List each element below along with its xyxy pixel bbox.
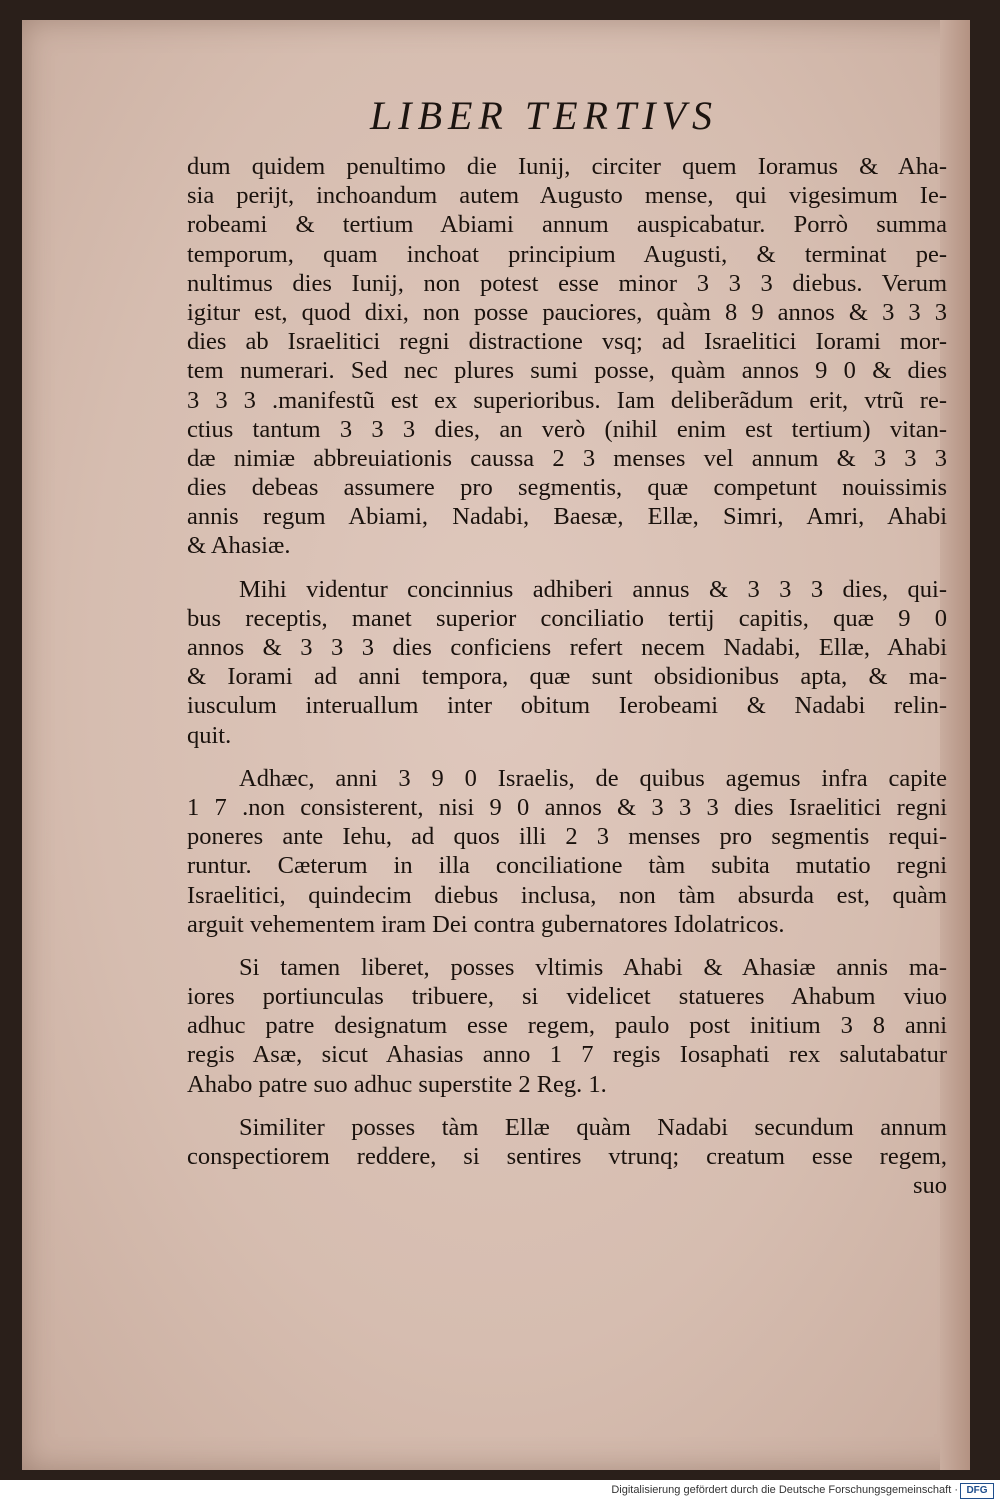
- text-line: robeami & tertium Abiami annum auspicabatur. Porrò summa: [187, 211, 947, 239]
- text-line: iores portiunculas tribuere, si videlicet statueres Ahabum viuo: [187, 983, 947, 1011]
- text-line: & Iorami ad anni tempora, quæ sunt obsidionibus apta, & ma-: [187, 663, 947, 691]
- footer-credit: Digitalisierung gefördert durch die Deutsche Forschungsgemeinschaft ·: [611, 1484, 958, 1496]
- text-line: runtur. Cæterum in illa conciliatione tàm subita mutatio regni: [187, 852, 947, 880]
- paragraph: [187, 152, 947, 561]
- paragraph: [187, 764, 947, 939]
- text-line: temporum, quam inchoat principium Augusti, & terminat pe-: [187, 240, 947, 268]
- text-line: Similiter posses tàm Ellæ quàm Nadabi secundum annum: [239, 1113, 947, 1141]
- text-line: ctius tantum 3 3 3 dies, an verò (nihil enim est tertium) vitan-: [187, 415, 947, 443]
- text-line: dies ab Israelitici regni distractione vsq; ad Israelitici Iorami mor-: [187, 328, 947, 356]
- paragraph-gap: [187, 939, 947, 953]
- text-line: 3 3 3 .manifestũ est ex superioribus. Iam deliberãdum erit, vtrũ re-: [187, 386, 947, 414]
- text-line: dum quidem penultimo die Iunij, circiter quem Ioramus & Aha-: [187, 153, 947, 180]
- text-line: sia perijt, inchoandum autem Augusto mense, qui vigesimum Ie-: [187, 182, 947, 210]
- text-line: iusculum interuallum inter obitum Ierobeami & Nadabi relin-: [187, 692, 947, 720]
- footer-bar: [0, 1480, 1000, 1501]
- paragraph: [187, 1113, 947, 1201]
- body-text: [187, 152, 947, 1200]
- text-line: bus receptis, manet superior conciliatio tertij capitis, quæ 9 0: [187, 604, 947, 632]
- text-line: Si tamen liberet, posses vltimis Ahabi & Ahasiæ annis ma-: [239, 953, 947, 981]
- text-line: igitur est, quod dixi, non posse pauciores, quàm 8 9 annos & 3 3 3: [187, 298, 947, 326]
- text-line: Mihi videntur concinnius adhiberi annus & 3 3 3 dies, qui-: [239, 575, 947, 603]
- paragraph-gap: [187, 561, 947, 575]
- text-line: suo: [912, 1172, 947, 1200]
- text-line: & Ahasiæ.: [187, 532, 291, 560]
- text-line: Israelitici, quindecim diebus inclusa, non tàm absurda est, quàm: [187, 881, 947, 909]
- text-line: nultimus dies Iunij, non potest esse minor 3 3 3 diebus. Verum: [187, 269, 947, 297]
- running-head: LIBER TERTIVS: [370, 93, 718, 138]
- text-line: quit.: [187, 721, 232, 749]
- text-line: dæ nimiæ abbreuiationis caussa 2 3 menses vel annum & 3 3 3: [187, 444, 947, 472]
- text-line: tem numerari. Sed nec plures sumi posse, quàm annos 9 0 & dies: [187, 357, 947, 385]
- text-line: annis regum Abiami, Nadabi, Baesæ, Ellæ, Simri, Amri, Ahabi: [187, 503, 947, 531]
- text-line: Ahabo patre suo adhuc superstite 2 Reg. 1.: [187, 1070, 607, 1098]
- paragraph-gap: [187, 1099, 947, 1113]
- paragraph: [187, 953, 947, 1099]
- text-line: arguit vehementem iram Dei contra gubernatores Idolatricos.: [187, 910, 785, 938]
- dfg-logo: DFG: [960, 1483, 994, 1499]
- text-line: adhuc patre designatum esse regem, paulo post initium 3 8 anni: [187, 1012, 947, 1040]
- paragraph-gap: [187, 750, 947, 764]
- paragraph: [187, 575, 947, 750]
- text-line: poneres ante Iehu, ad quos illi 2 3 menses pro segmentis requi-: [187, 823, 947, 851]
- text-line: regis Asæ, sicut Ahasias anno 1 7 regis Iosaphati rex salutabatur: [187, 1041, 947, 1069]
- text-line: annos & 3 3 3 dies conficiens refert necem Nadabi, Ellæ, Ahabi: [187, 634, 947, 661]
- text-line: Adhæc, anni 3 9 0 Israelis, de quibus agemus infra capite: [239, 764, 947, 792]
- text-line: conspectiorem reddere, si sentires vtrunq; creatum esse regem,: [187, 1143, 947, 1170]
- text-line: dies debeas assumere pro segmentis, quæ competunt nouissimis: [187, 474, 947, 502]
- text-line: 1 7 .non consisterent, nisi 9 0 annos & 3 3 3 dies Israelitici regni: [187, 793, 947, 821]
